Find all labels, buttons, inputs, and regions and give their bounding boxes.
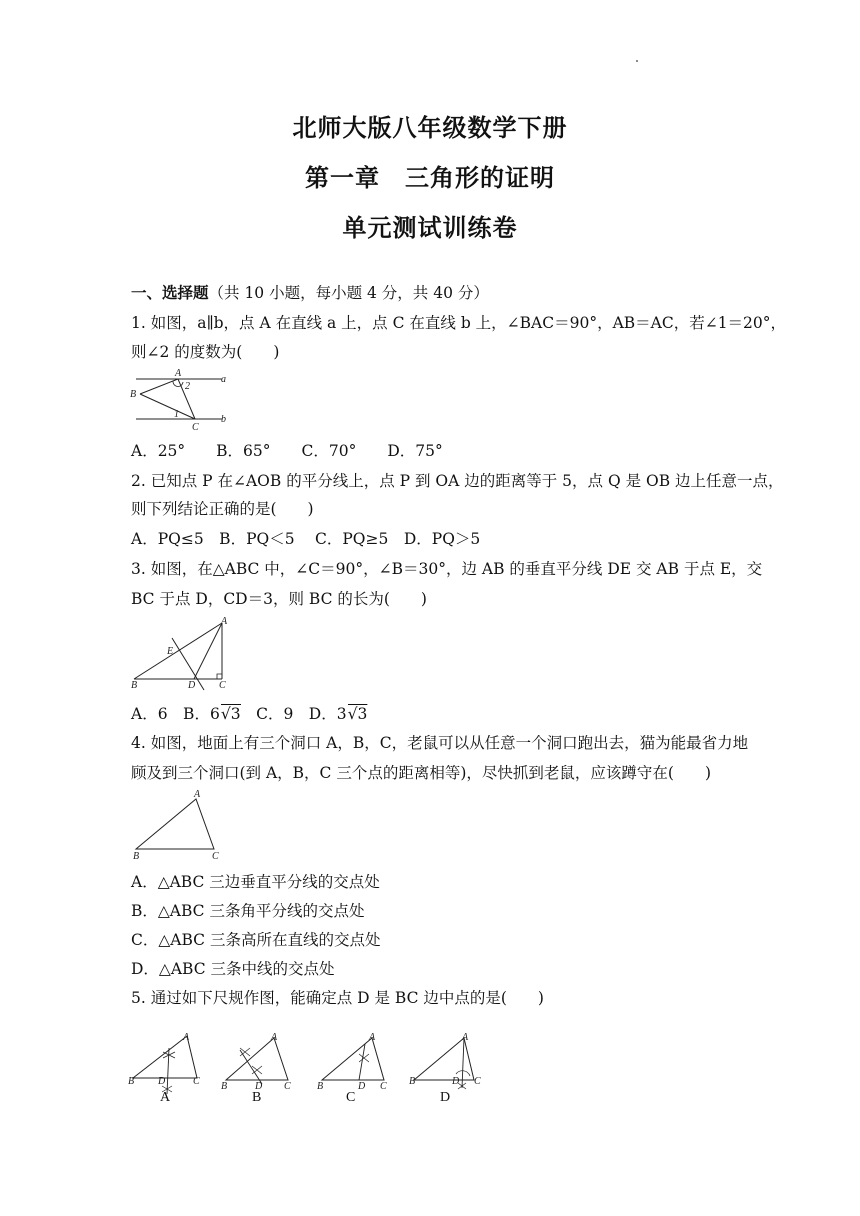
figure-point-label: D <box>452 1076 460 1087</box>
q4-label-A: A <box>194 789 201 800</box>
q3-stem-line1: 3. 如图，在△ABC 中，∠C＝90°，∠B＝30°，边 AB 的垂直平分线 DE 交 AB 于点 E，交 <box>131 560 763 578</box>
q5-caption-a: A <box>160 1090 171 1105</box>
figure-point-label: C <box>284 1081 291 1090</box>
q5-figure-b <box>218 1030 298 1090</box>
q4-stem-line2: 顾及到三个洞口(到 A，B，C 三个点的距离相等)，尽快抓到老鼠，应该蹲守在( ) <box>131 764 711 782</box>
chapter-title: 第一章 三角形的证明 <box>305 164 555 192</box>
q5-figure-a <box>125 1028 205 1094</box>
figure-point-label: A <box>271 1032 278 1043</box>
figure-point-label: B <box>128 1076 135 1087</box>
q3-label-E: E <box>167 646 174 657</box>
q4-label-C: C <box>212 851 219 862</box>
q5-caption-b: B <box>252 1090 262 1105</box>
figure-point-label: D <box>358 1081 366 1090</box>
q2-stem-line1: 2. 已知点 P 在∠AOB 的平分线上，点 P 到 OA 边的距离等于 5，点 Q 是 OB 边上任意一点， <box>131 472 784 490</box>
q4-option-c: C．△ABC 三条高所在直线的交点处 <box>131 931 381 949</box>
q3-stem-line2: BC 于点 D，CD＝3，则 BC 的长为( ) <box>131 590 427 608</box>
figure-point-label: C <box>380 1081 387 1090</box>
q1-label-1: 1 <box>174 409 179 420</box>
q3-label-C: C <box>219 680 226 691</box>
q1-label-2: 2 <box>185 381 190 392</box>
q1-stem-line2: 则∠2 的度数为( ) <box>131 343 280 361</box>
figure-point-label: B <box>409 1076 416 1087</box>
q1-options: A．25° B．65° C．70° D．75° <box>131 442 443 460</box>
figure-point-label: D <box>255 1081 263 1090</box>
section-heading <box>131 283 489 303</box>
q4-option-a: A．△ABC 三边垂直平分线的交点处 <box>131 873 380 891</box>
q1-label-A: A <box>175 368 182 379</box>
q2-stem-line2: 则下列结论正确的是( ) <box>131 500 314 518</box>
figure-point-label: C <box>193 1076 200 1087</box>
q1-label-a: a <box>221 374 226 385</box>
q1-label-B: B <box>130 389 137 400</box>
q2-options: A．PQ≤5 B．PQ＜5 C．PQ≥5 D．PQ＞5 <box>131 530 481 548</box>
q1-stem-line1: 1. 如图，a∥b，点 A 在直线 a 上，点 C 在直线 b 上，∠BAC＝90°，AB＝AC，若∠1＝20°， <box>131 314 787 332</box>
page-dot <box>636 60 638 62</box>
q4-label-B: B <box>133 851 140 862</box>
figure-point-label: A <box>183 1032 190 1043</box>
figure-point-label: A <box>462 1032 469 1043</box>
q4-option-d: D．△ABC 三条中线的交点处 <box>131 960 335 978</box>
q3-label-D: D <box>188 680 196 691</box>
figure-point-label: B <box>317 1081 324 1090</box>
q5-figure-d <box>408 1030 490 1092</box>
section-heading-label: 一、选择题 <box>131 284 209 302</box>
q4-stem-line1: 4. 如图，地面上有三个洞口 A，B，C，老鼠可以从任意一个洞口跑出去，猫为能最省力地 <box>131 734 749 752</box>
q5-stem: 5. 通过如下尺规作图，能确定点 D 是 BC 边中点的是( ) <box>131 989 544 1007</box>
q3-label-B: B <box>131 680 138 691</box>
figure-point-label: B <box>221 1081 228 1090</box>
q4-option-b: B．△ABC 三条角平分线的交点处 <box>131 902 365 920</box>
figure-point-label: D <box>158 1076 166 1087</box>
q3-option-b-radicand: √3 <box>220 705 241 723</box>
test-title: 单元测试训练卷 <box>342 214 518 242</box>
section-heading-note: （共 10 小题，每小题 4 分，共 40 分） <box>208 284 489 302</box>
q1-figure <box>128 366 238 432</box>
q5-caption-d: D <box>440 1090 451 1105</box>
q3-option-a-b: A．6 B．6 <box>131 705 220 723</box>
q3-figure <box>128 614 238 692</box>
q3-option-d-radicand: √3 <box>347 705 368 723</box>
q4-figure <box>128 787 228 863</box>
q3-options <box>131 704 367 724</box>
q1-label-b: b <box>221 414 226 425</box>
q1-label-C: C <box>192 422 199 432</box>
q5-figure-c <box>314 1030 394 1090</box>
q5-caption-c: C <box>346 1090 356 1105</box>
q3-label-A: A <box>221 616 228 627</box>
doc-title: 北师大版八年级数学下册 <box>292 114 568 142</box>
q3-option-c-d: C．9 D．3 <box>240 705 347 723</box>
figure-point-label: C <box>474 1076 481 1087</box>
figure-point-label: A <box>369 1032 376 1043</box>
